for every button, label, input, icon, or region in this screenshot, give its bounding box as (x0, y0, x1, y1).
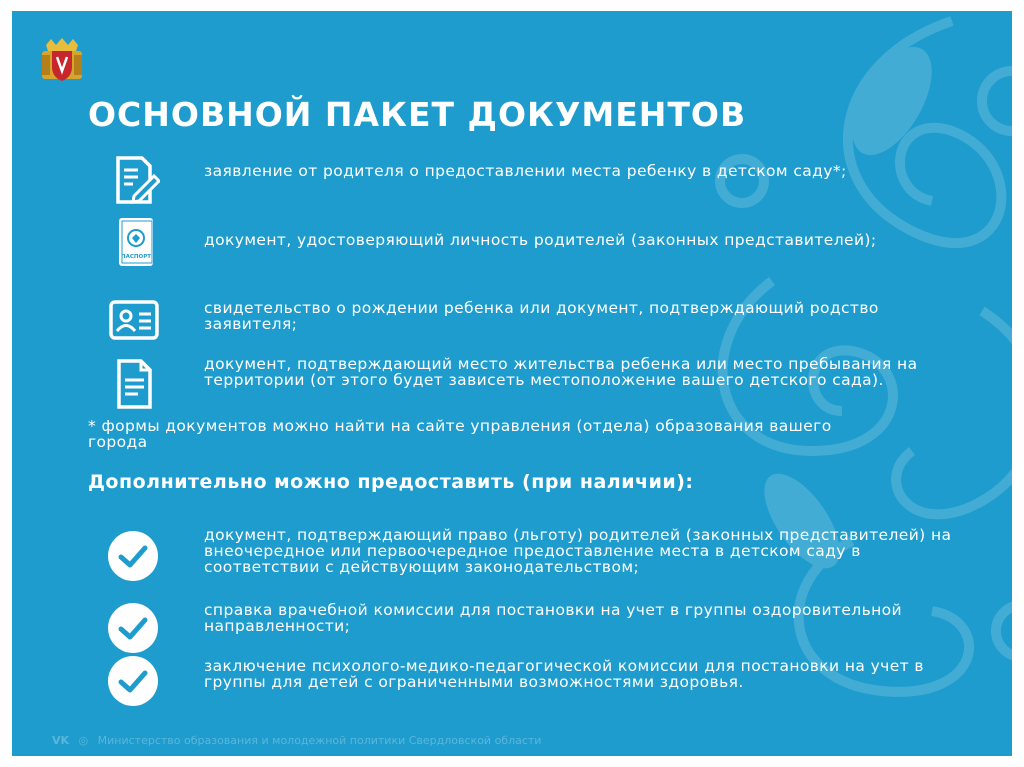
vk-icon[interactable]: VK (52, 734, 70, 747)
passport-icon-label: ПАСПОРТ (121, 254, 151, 260)
application-form-icon (108, 154, 160, 206)
document-text: документ, подтверждающий место жительства ребенка или место пребывания на территории (от этого будет зависеть местоположение вашего детского сада). (204, 355, 918, 389)
additional-text: справка врачебной комиссии для постановки на учет в группы оздоровительной направленности; (204, 601, 903, 635)
document-icon (108, 358, 160, 410)
additional-text: документ, подтверждающий право (льготу) родителей (законных представителей) на внеочередное или первоочередное предоставление места в детском саду в соответствии с действующим законодательством; (204, 526, 952, 576)
section-subtitle: Дополнительно можно предоставить (при наличии): (88, 471, 694, 493)
footer-text: Министерство образования и молодежной политики Свердловской области (97, 734, 542, 747)
check-icon (108, 656, 158, 706)
document-text: заявление от родителя о предоставлении места ребенку в детском саду*; (204, 162, 847, 180)
additional-text: заключение психолого-медико-педагогической комиссии для постановки на учет в группы для детей с ограниченными возможностями здоровья. (204, 657, 924, 691)
page-title: ОСНОВНОЙ ПАКЕТ ДОКУМЕНТОВ (88, 95, 747, 134)
footer (52, 734, 541, 747)
id-card-icon (108, 294, 160, 346)
instagram-icon[interactable]: ◎ (78, 734, 89, 747)
footnote: * формы документов можно найти на сайте управления (отдела) образования вашего города (88, 417, 832, 451)
check-icon (108, 531, 158, 581)
coat-of-arms-logo (40, 37, 84, 83)
document-text: свидетельство о рождении ребенка или документ, подтверждающий родство заявителя; (204, 299, 879, 333)
check-icon (108, 603, 158, 653)
poster (12, 11, 1012, 756)
document-text: документ, удостоверяющий личность родителей (законных представителей); (204, 231, 877, 249)
passport-icon (108, 216, 160, 268)
